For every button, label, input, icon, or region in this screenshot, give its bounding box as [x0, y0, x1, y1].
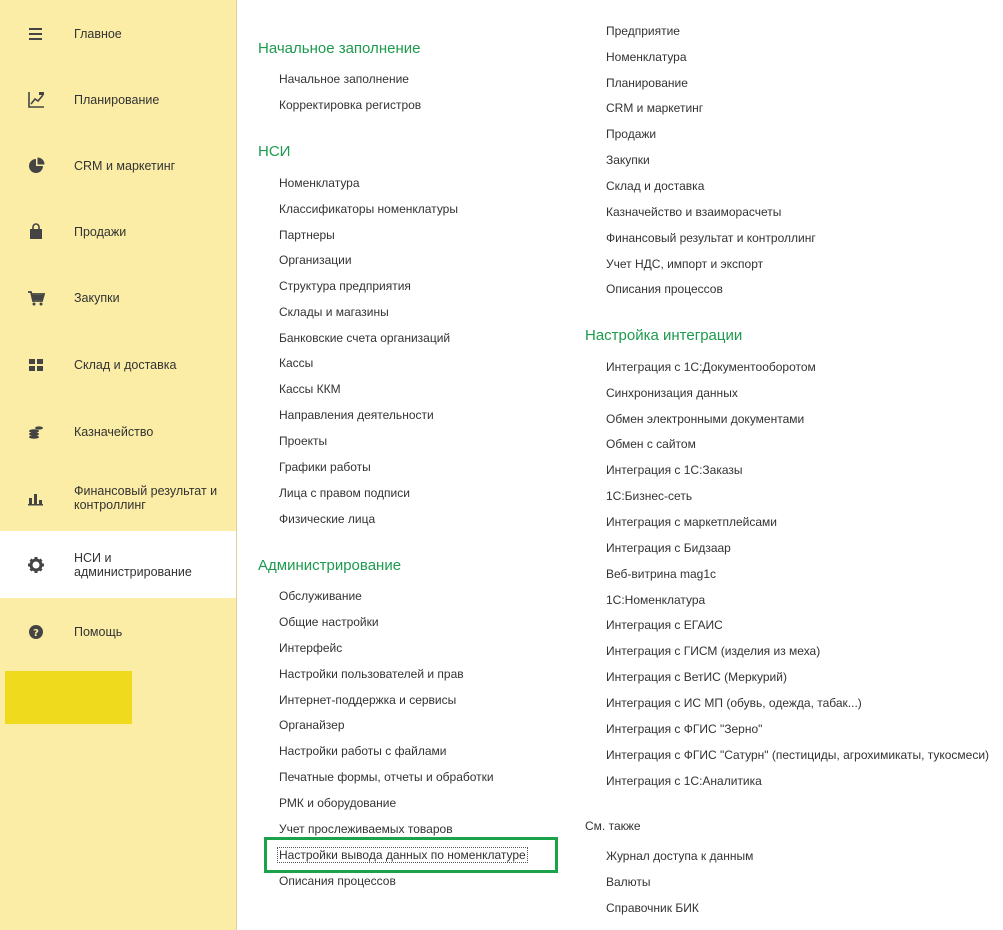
link-planning[interactable]: Планирование [606, 76, 688, 90]
link-nomenclature-output-settings[interactable] [279, 848, 528, 862]
section-title-initial-fill: Начальное заполнение [258, 40, 421, 57]
sidebar-item-financial-result[interactable] [0, 464, 236, 531]
sidebar-item-treasury[interactable] [0, 398, 236, 465]
sidebar-item-help[interactable] [0, 598, 236, 665]
link-kkm-cashboxes[interactable]: Кассы ККМ [279, 382, 341, 396]
sidebar-item-label: CRM и маркетинг [74, 158, 176, 173]
link-register-correction[interactable]: Корректировка регистров [279, 98, 422, 112]
section-title-nsi: НСИ [258, 143, 291, 160]
bar-chart-icon [24, 486, 48, 510]
link-1c-nomenclature[interactable]: 1С:Номенклатура [606, 593, 706, 607]
link-data-access-log[interactable]: Журнал доступа к данным [606, 849, 754, 863]
link-rmk-equipment[interactable]: РМК и оборудование [279, 796, 397, 810]
sidebar-item-planning[interactable] [0, 66, 236, 133]
link-integration-egais[interactable]: Интеграция с ЕГАИС [606, 618, 723, 632]
link-interface[interactable]: Интерфейс [279, 641, 343, 655]
coins-stack-icon [24, 420, 48, 444]
link-user-rights-settings[interactable]: Настройки пользователей и прав [279, 667, 464, 681]
gear-icon [24, 553, 48, 577]
link-sales[interactable]: Продажи [606, 127, 657, 141]
link-traceable-goods[interactable]: Учет прослеживаемых товаров [279, 822, 453, 836]
link-nomenclature-classifiers[interactable]: Классификаторы номенклатуры [279, 202, 458, 216]
link-organizer[interactable]: Органайзер [279, 718, 345, 732]
sidebar-item-label: Главное [74, 26, 122, 41]
link-integration-fgis-saturn[interactable]: Интеграция с ФГИС "Сатурн" (пестициды, агрохимикаты, тукосмеси) [606, 748, 990, 762]
link-integration-orders[interactable]: Интеграция с 1С:Заказы [606, 463, 743, 477]
link-organizations[interactable]: Организации [279, 253, 352, 267]
link-bank-accounts[interactable]: Банковские счета организаций [279, 331, 451, 345]
link-process-descriptions-right[interactable]: Описания процессов [606, 282, 723, 296]
planning-chart-icon [24, 88, 48, 112]
link-projects[interactable]: Проекты [279, 434, 328, 448]
yellow-placeholder-block [5, 671, 132, 724]
sidebar-item-label: НСИ и администрирование [74, 550, 192, 579]
link-web-showcase[interactable]: Веб-витрина mag1c [606, 567, 717, 581]
sidebar-item-label: Закупки [74, 290, 120, 305]
see-also-label: См. также [585, 819, 641, 833]
sidebar-item-label: Склад и доставка [74, 357, 177, 372]
link-vat-import-export[interactable]: Учет НДС, импорт и экспорт [606, 257, 764, 271]
link-nomenclature-descr[interactable]: Номенклатура [606, 50, 687, 64]
sidebar-item-main[interactable] [0, 0, 236, 67]
link-cashboxes[interactable]: Кассы [279, 356, 314, 370]
link-integration-fgis-grain[interactable]: Интеграция с ФГИС "Зерно" [606, 722, 763, 736]
link-edi-exchange[interactable]: Обмен электронными документами [606, 412, 805, 426]
link-print-forms[interactable]: Печатные формы, отчеты и обработки [279, 770, 494, 784]
link-signatories[interactable]: Лица с правом подписи [279, 486, 410, 500]
section-title-integration: Настройка интеграции [585, 327, 743, 344]
link-integration-marketplaces[interactable]: Интеграция с маркетплейсами [606, 515, 778, 529]
sidebar-item-label: Помощь [74, 624, 123, 639]
shopping-cart-icon [24, 286, 48, 310]
sidebar-item-nsi-admin[interactable] [0, 531, 236, 598]
help-question-icon [24, 620, 48, 644]
link-partners[interactable]: Партнеры [279, 228, 335, 242]
link-process-descriptions[interactable]: Описания процессов [279, 874, 396, 888]
warehouse-grid-icon [24, 353, 48, 377]
link-integration-vetis[interactable]: Интеграция с ВетИС (Меркурий) [606, 670, 787, 684]
link-file-settings[interactable]: Настройки работы с файлами [279, 744, 447, 758]
sidebar-item-label: Финансовый результат и контроллинг [74, 483, 218, 512]
link-maintenance[interactable]: Обслуживание [279, 589, 362, 603]
link-purchases[interactable]: Закупки [606, 153, 650, 167]
link-internet-support[interactable]: Интернет-поддержка и сервисы [279, 693, 457, 707]
sidebar-item-crm[interactable] [0, 132, 236, 199]
link-warehouses-stores[interactable]: Склады и магазины [279, 305, 389, 319]
svg-text:?: ? [33, 627, 39, 639]
link-bik-directory[interactable]: Справочник БИК [606, 901, 699, 915]
sidebar-item-warehouse[interactable] [0, 331, 236, 398]
pie-chart-icon [24, 154, 48, 178]
link-site-exchange[interactable]: Обмен с сайтом [606, 437, 696, 451]
link-enterprise-structure[interactable]: Структура предприятия [279, 279, 411, 293]
link-enterprise[interactable]: Предприятие [606, 24, 680, 38]
link-nomenclature-output-settings-text: Настройки вывода данных по номенклатуре [279, 848, 526, 862]
link-general-settings[interactable]: Общие настройки [279, 615, 379, 629]
link-work-schedules[interactable]: Графики работы [279, 460, 371, 474]
section-title-administration: Администрирование [258, 557, 402, 574]
link-crm-marketing[interactable]: CRM и маркетинг [606, 101, 704, 115]
link-integration-is-mp[interactable]: Интеграция с ИС МП (обувь, одежда, табак...) [606, 696, 862, 710]
link-initial-fill[interactable]: Начальное заполнение [279, 72, 409, 86]
sidebar [0, 0, 237, 930]
sidebar-item-purchases[interactable] [0, 264, 236, 331]
sidebar-item-label: Казначейство [74, 424, 154, 439]
link-treasury-settlements[interactable]: Казначейство и взаиморасчеты [606, 205, 782, 219]
link-nomenclature[interactable]: Номенклатура [279, 176, 360, 190]
link-financial-result[interactable]: Финансовый результат и контроллинг [606, 231, 816, 245]
hamburger-menu-icon [24, 22, 48, 46]
link-data-sync[interactable]: Синхронизация данных [606, 386, 738, 400]
sidebar-item-label: Планирование [74, 92, 160, 107]
link-currencies[interactable]: Валюты [606, 875, 651, 889]
sidebar-item-label: Продажи [74, 224, 127, 239]
link-integration-analytics[interactable]: Интеграция с 1С:Аналитика [606, 774, 762, 788]
link-integration-bidzaar[interactable]: Интеграция с Бидзаар [606, 541, 731, 555]
link-warehouse-delivery[interactable]: Склад и доставка [606, 179, 705, 193]
link-individuals[interactable]: Физические лица [279, 512, 376, 526]
shopping-bag-icon [24, 220, 48, 244]
link-business-directions[interactable]: Направления деятельности [279, 408, 434, 422]
link-integration-docflow[interactable]: Интеграция с 1С:Документооборотом [606, 360, 816, 374]
link-integration-gism[interactable]: Интеграция с ГИСМ (изделия из меха) [606, 644, 821, 658]
link-business-network[interactable]: 1С:Бизнес-сеть [606, 489, 693, 503]
sidebar-item-sales[interactable] [0, 198, 236, 265]
